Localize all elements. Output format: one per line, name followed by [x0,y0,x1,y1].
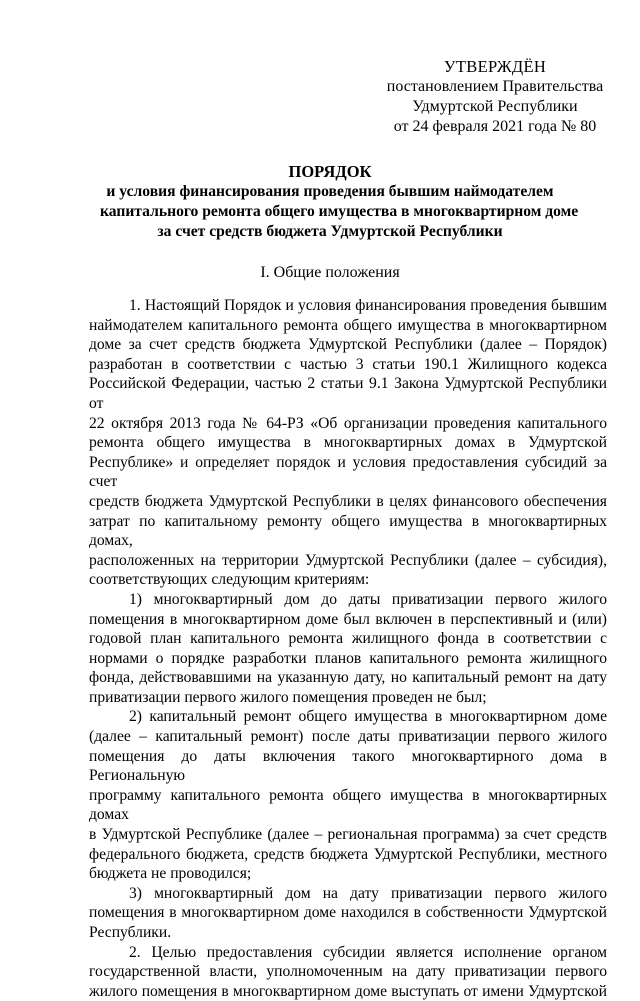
paragraph-line: расположенных на территории Удмуртской Республики (далее – субсидия), [89,551,607,569]
approval-heading: УТВЕРЖДЁН [443,57,547,76]
title-line: капитального ремонта общего имущества в многоквартирном доме [100,203,579,220]
paragraph-line: 1. Настоящий Порядок и условия финансирования проведения бывшим [129,297,607,314]
paragraph-line: Российской Федерации, частью 2 статьи 9.1 Закона Удмуртской Республики от [89,375,607,412]
paragraph-line: наймодателем капитального ремонта общего имущества в многоквартирном [89,316,607,334]
approval-line: постановлением Правительства [386,78,604,95]
title-main: ПОРЯДОК [288,162,372,181]
paragraph-line: разработан в соответствии с частью 3 статьи 190.1 Жилищного кодекса [89,355,607,373]
paragraph-line: 1) многоквартирный дом до даты приватизации первого жилого [129,590,607,608]
title-line: и условия финансирования проведения бывшим наймодателем [106,183,554,200]
paragraph-line: в Удмуртской Республике (далее – региональная программа) за счет средств [89,826,607,844]
approval-line: Удмуртской Республики [412,98,578,115]
paragraph-line: (далее – капитальный ремонт) после даты приватизации первого жилого [89,728,607,746]
paragraph-line: федерального бюджета, средств бюджета Удмуртской Республики, местного [89,845,607,863]
paragraph-line: бюджета не проводился; [89,865,252,883]
paragraph-line: 2. Целью предоставления субсидии является исполнение органом [129,943,607,961]
paragraph-list [89,296,607,1001]
section-heading: I. Общие положения [260,264,400,281]
paragraph-line: жилого помещения в многоквартирном доме выступать от имени Удмуртской [89,982,607,1000]
document-title [100,162,579,242]
document-body [89,296,607,1001]
paragraph-line: доме за счет средств бюджета Удмуртской Республики (далее – Порядок) [89,336,607,354]
paragraph-line: ремонта общего имущества в многоквартирных домах в Удмуртской [89,434,607,452]
paragraph-line: соответствующих следующим критериям: [89,571,370,589]
paragraph-line: 22 октября 2013 года № 64-РЗ «Об организации проведения капитального [89,414,607,432]
paragraph-line: 3) многоквартирный дом на дату приватизации первого жилого [129,884,607,902]
paragraph-line: помещения до даты включения такого многоквартирного дома в Региональную [89,747,607,785]
approval-stamp [380,57,610,137]
paragraph-line: затрат по капитальному ремонту общего имущества в многоквартирных домах, [89,512,607,550]
approval-line: от 24 февраля 2021 года № 80 [393,118,597,135]
paragraph-line: приватизации первого жилого помещения проведен не был; [89,688,487,706]
paragraph-line: государственной власти, уполномоченным на дату приватизации первого [89,963,607,981]
paragraph-line: Республике» и определяет порядок и условия предоставления субсидий за счет [89,453,607,491]
paragraph-line: помещения в многоквартирном доме был включен в перспективный и (или) [89,610,607,628]
paragraph-line: помещения в многоквартирном доме находился в собственности Удмуртской [89,904,607,922]
paragraph-line: Республики. [89,924,172,941]
title-line: за счет средств бюджета Удмуртской Республики [157,223,503,240]
paragraph-line: фонда, действовавшими на указанную дату, но капитальный ремонт на дату [89,669,607,687]
paragraph-line: программу капитального ремонта общего имущества в многоквартирных домах [89,786,607,824]
paragraph-line: нормами о порядке разработки планов капитального ремонта жилищного [89,649,607,667]
paragraph-line: годовой план капитального ремонта жилищного фонда в соответствии с [89,630,607,648]
paragraph-line: 2) капитальный ремонт общего имущества в многоквартирном доме [129,708,607,726]
paragraph-line: средств бюджета Удмуртской Республики в целях финансового обеспечения [89,492,607,510]
